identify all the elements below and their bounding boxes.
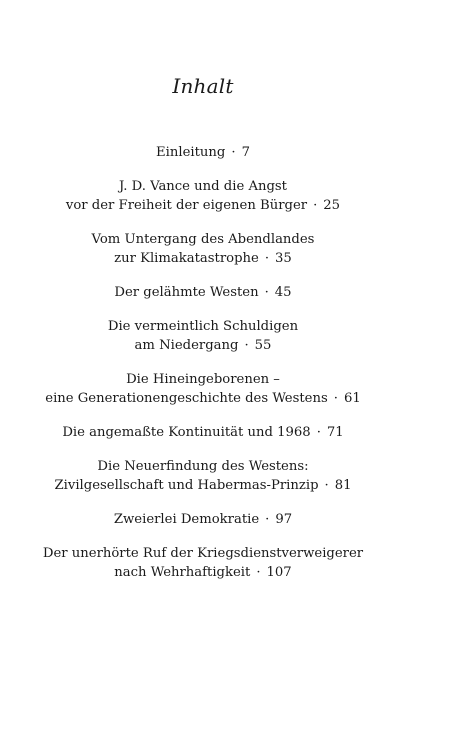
- toc-entry-title: Die Hineingeborenen –: [126, 372, 280, 387]
- toc-separator-dot: ·: [316, 425, 321, 440]
- toc-page-number: 61: [343, 391, 361, 406]
- toc-entry-title: nach Wehrhaftigkeit: [114, 565, 251, 580]
- toc-entry-title: Der unerhörte Ruf der Kriegsdienstverweigerer: [42, 546, 364, 561]
- toc-entry-line: [0, 544, 406, 563]
- toc-entry-line: [0, 389, 406, 408]
- toc-separator-dot: ·: [264, 251, 270, 266]
- toc-entry-title: Einleitung: [156, 145, 226, 160]
- toc-entry-title: Der gelähmte Westen: [114, 285, 259, 300]
- toc-entry-title: Die Neuerfindung des Westens:: [97, 459, 309, 474]
- toc-entry-line: [0, 370, 406, 389]
- toc-entry-line: [0, 563, 406, 582]
- table-of-contents: [0, 143, 406, 597]
- toc-entry-line: [0, 476, 406, 495]
- toc-entry-line: [0, 196, 406, 215]
- toc-entry-title: J. D. Vance und die Angst: [119, 179, 287, 194]
- toc-entry: [0, 177, 406, 215]
- page-title: Inhalt: [172, 74, 234, 98]
- toc-entry-line: [0, 317, 406, 336]
- toc-entry: [0, 230, 406, 268]
- toc-entry-title: Zivilgesellschaft und Habermas-Prinzip: [54, 478, 319, 493]
- toc-page-number: 25: [323, 198, 341, 213]
- toc-separator-dot: ·: [256, 565, 261, 580]
- toc-separator-dot: ·: [231, 145, 236, 160]
- toc-entry-line: [0, 143, 406, 162]
- toc-entry-line: [0, 423, 406, 442]
- toc-entry-line: [0, 249, 406, 268]
- toc-separator-dot: ·: [313, 198, 318, 213]
- toc-page-number: 97: [275, 512, 293, 527]
- toc-entry-title: Zweierlei Demokratie: [113, 512, 260, 527]
- toc-entry: [0, 283, 406, 302]
- toc-entry-title: zur Klimakatastrophe: [114, 251, 259, 266]
- toc-entry-title: Die vermeintlich Schuldigen: [107, 319, 299, 334]
- toc-separator-dot: ·: [265, 512, 270, 527]
- toc-entry: [0, 143, 406, 162]
- toc-page-number: 45: [274, 285, 292, 300]
- toc-entry: [0, 317, 406, 355]
- toc-entry: [0, 423, 406, 442]
- toc-entry-line: [0, 457, 406, 476]
- toc-page-number: 35: [275, 251, 292, 266]
- toc-entry-title: Die angemaßte Kontinuität und 1968: [62, 425, 311, 440]
- toc-page-number: 7: [241, 145, 250, 160]
- toc-page-number: 71: [326, 425, 344, 440]
- toc-separator-dot: ·: [264, 285, 269, 300]
- toc-page-number: 55: [254, 338, 272, 353]
- toc-separator-dot: ·: [333, 391, 338, 406]
- toc-entry-line: [0, 230, 406, 249]
- toc-page-number: 81: [334, 478, 352, 493]
- toc-page-number: 107: [266, 565, 292, 580]
- toc-entry-line: [0, 177, 406, 196]
- toc-separator-dot: ·: [244, 338, 249, 353]
- toc-entry-title: vor der Freiheit der eigenen Bürger: [65, 198, 308, 213]
- toc-entry: [0, 510, 406, 529]
- toc-entry-line: [0, 336, 406, 355]
- toc-entry-line: [0, 283, 406, 302]
- toc-entry-title: Vom Untergang des Abendlandes: [91, 232, 315, 247]
- toc-entry-title: eine Generationengeschichte des Westens: [45, 391, 328, 406]
- toc-entry-line: [0, 510, 406, 529]
- toc-separator-dot: ·: [324, 478, 329, 493]
- toc-entry: [0, 457, 406, 495]
- toc-entry: [0, 370, 406, 408]
- toc-entry-title: am Niedergang: [134, 338, 239, 353]
- toc-entry: [0, 544, 406, 582]
